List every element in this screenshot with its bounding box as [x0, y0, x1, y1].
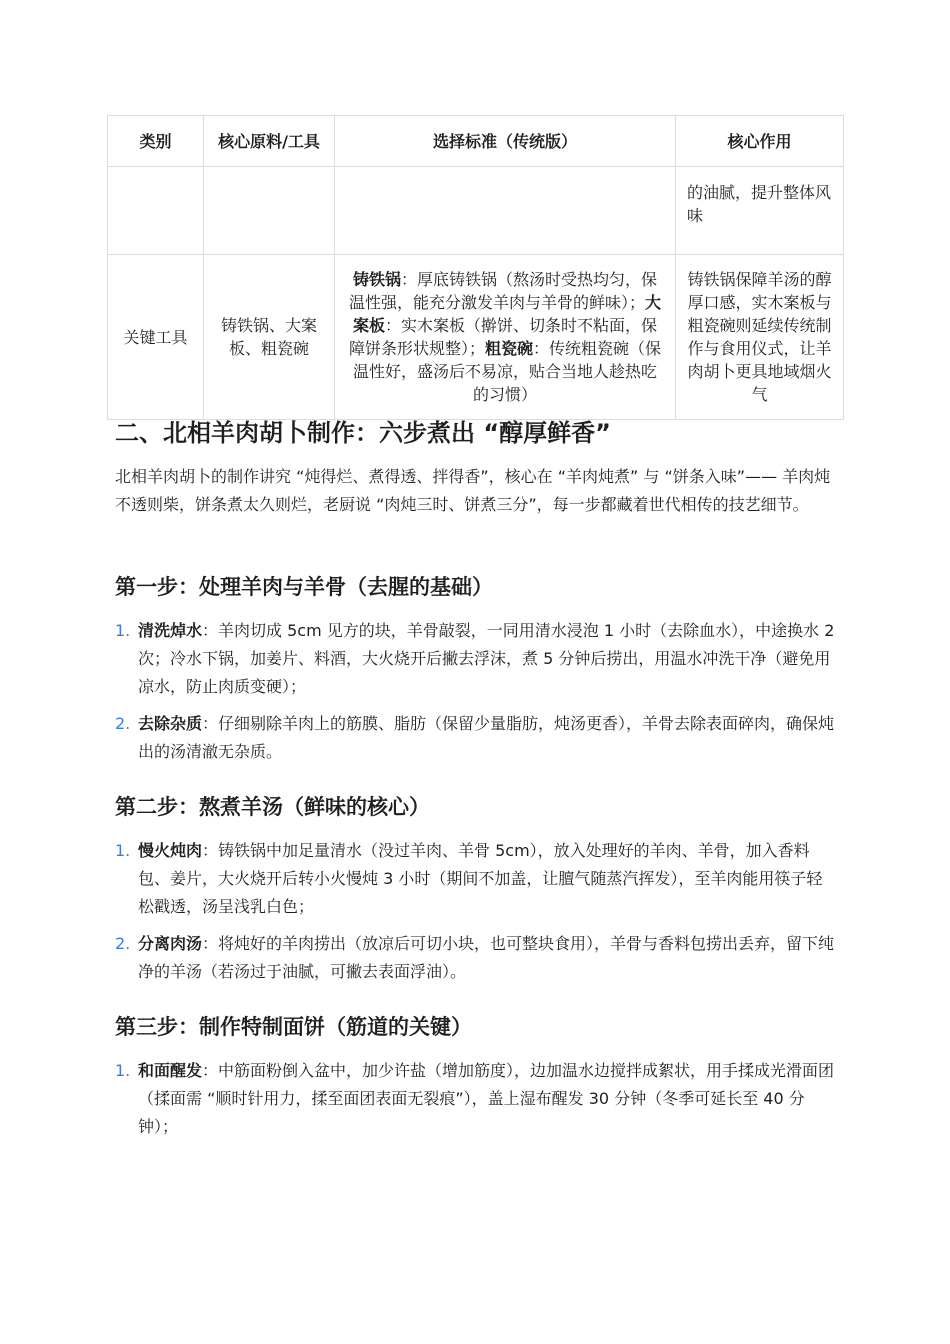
step-title: 第一步：处理羊肉与羊骨（去腥的基础） [115, 575, 493, 599]
step-title: 第三步：制作特制面饼（筋道的关键） [115, 1015, 472, 1039]
section-intro: 北相羊肉胡卜的制作讲究 “炖得烂、煮得透、拌得香”，核心在 “羊肉炖煮” 与 “饼条入味”—— 羊肉炖不透则柴，饼条煮太久则烂，老厨说 “肉炖三时、饼煮三分”，每一步都藏着世代相传的技艺细节。 [115, 467, 831, 514]
table-cell: 的油腻，提升整体风味 [676, 167, 844, 255]
table-cell [108, 167, 204, 255]
section-title: 二、北相羊肉胡卜制作：六步煮出 “醇厚鲜香” [115, 419, 611, 447]
ingredients-table [107, 115, 844, 420]
list-text: ：中筋面粉倒入盆中，加少许盐（增加筋度），边加温水边搅拌成絮状，用手揉成光滑面团（揉面需 “顺时针用力，揉至面团表面无裂痕”），盖上湿布醒发 30 分钟（冬季可延长至 40 分钟）； [138, 1061, 835, 1136]
cell-text: ：厚底铸铁锅（熬汤时受热均匀，保温性强，能充分激发羊肉与羊骨的鲜味）； [348, 270, 658, 312]
header-standard: 选择标准（传统版） [335, 116, 676, 167]
cell-text: ：传统粗瓷碗（保温性好，盛汤后不易凉，贴合当地人趁热吃的习惯） [352, 339, 662, 404]
list-text: ：铸铁锅中加足量清水（没过羊肉、羊骨 5cm），放入处理好的羊肉、羊骨，加入香料包、姜片，大火烧开后转小火慢炖 3 小时（期间不加盖，让膻气随蒸汽挥发），至羊肉能用筷子轻松戳透，汤呈浅乳白色； [138, 841, 823, 916]
list-term: 分离肉汤 [138, 934, 203, 953]
table-cell [335, 167, 676, 255]
list-term: 去除杂质 [138, 714, 203, 733]
table-row [108, 255, 844, 420]
list-item [115, 837, 835, 921]
list-item [115, 617, 835, 701]
bold-term: 铸铁锅 [352, 270, 401, 289]
bold-term: 粗瓷碗 [484, 339, 533, 358]
list-term: 和面醒发 [138, 1061, 203, 1080]
table-cell: 铸铁锅、大案板、粗瓷碗 [204, 255, 335, 420]
list-item [115, 1057, 835, 1141]
table-container [107, 115, 844, 420]
bold-term: 大案板 [352, 293, 662, 335]
table-header-row [108, 116, 844, 167]
table-cell [335, 255, 676, 420]
step-title: 第二步：熬煮羊汤（鲜味的核心） [115, 795, 430, 819]
list-term: 慢火炖肉 [138, 841, 203, 860]
table-cell: 铸铁锅保障羊汤的醇厚口感，实木案板与粗瓷碗则延续传统制作与食用仪式，让羊肉胡卜更具地域烟火气 [676, 255, 844, 420]
list-item [115, 710, 835, 766]
list-item [115, 930, 835, 986]
list-text: ：仔细剔除羊肉上的筋膜、脂肪（保留少量脂肪，炖汤更香），羊骨去除表面碎肉，确保炖出的汤清澈无杂质。 [138, 714, 835, 761]
list-number: 2. [115, 714, 131, 733]
list-number: 1. [115, 841, 131, 860]
table-row [108, 167, 844, 255]
table-cell [204, 167, 335, 255]
header-category: 类别 [108, 116, 204, 167]
list-text: ：羊肉切成 5cm 见方的块，羊骨敲裂，一同用清水浸泡 1 小时（去除血水），中途换水 2 次；冷水下锅，加姜片、料酒，大火烧开后撇去浮沫，煮 5 分钟后捞出，用温水冲洗干净（避免用凉水，防止肉质变硬）； [138, 621, 835, 696]
cell-text: ：实木案板（擀饼、切条时不粘面，保障饼条形状规整）； [348, 316, 658, 358]
list-number: 1. [115, 1061, 131, 1080]
list-number: 2. [115, 934, 131, 953]
table-cell: 关键工具 [108, 255, 204, 420]
list-text: ：将炖好的羊肉捞出（放凉后可切小块，也可整块食用），羊骨与香料包捞出丢弃，留下纯净的羊汤（若汤过于油腻，可撇去表面浮油）。 [138, 934, 835, 981]
header-role: 核心作用 [676, 116, 844, 167]
list-term: 清洗焯水 [138, 621, 203, 640]
list-number: 1. [115, 621, 131, 640]
header-items: 核心原料/工具 [204, 116, 335, 167]
